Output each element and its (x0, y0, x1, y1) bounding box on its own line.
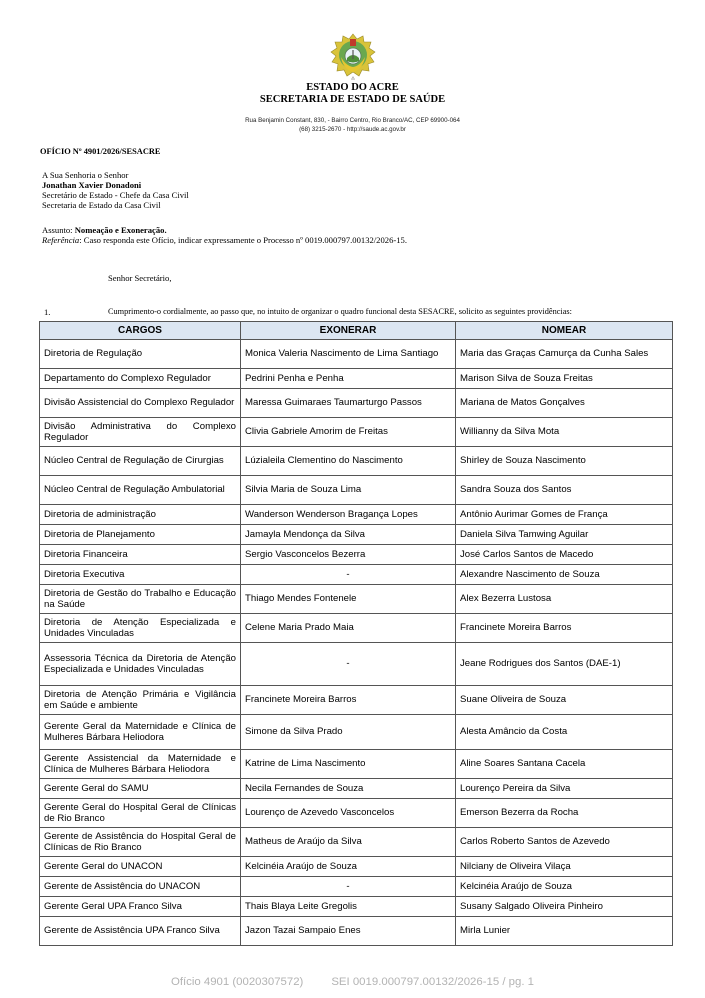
cell-nomear: Nilciany de Oliveira Vilaça (456, 857, 673, 877)
cell-cargo: Gerente Assistencial da Maternidade e Clínica de Mulheres Bárbara Heliodora (40, 750, 241, 779)
page-footer (0, 976, 705, 988)
table-row (40, 715, 673, 750)
cell-nomear: Francinete Moreira Barros (456, 614, 673, 643)
contact-line: (68) 3215-2670 - http://saude.ac.gov.br (299, 126, 406, 133)
cell-nomear: Susany Salgado Oliveira Pinheiro (456, 897, 673, 917)
cell-cargo: Assessoria Técnica da Diretoria de Atenção Especializada e Unidades Vinculadas (40, 643, 241, 686)
cell-nomear: Suane Oliveira de Souza (456, 686, 673, 715)
cell-cargo: Diretoria de Atenção Primária e Vigilância em Saúde e ambiente (40, 686, 241, 715)
cell-nomear: Alexandre Nascimento de Souza (456, 565, 673, 585)
recipient-organization: Secretaria de Estado da Casa Civil (42, 200, 161, 210)
cell-nomear: Lourenço Pereira da Silva (456, 779, 673, 799)
cell-nomear: Sandra Souza dos Santos (456, 476, 673, 505)
cell-exonerar: Simone da Silva Prado (241, 715, 456, 750)
cell-exonerar: Clivia Gabriele Amorim de Freitas (241, 418, 456, 447)
cell-nomear: Marison Silva de Souza Freitas (456, 369, 673, 389)
cell-cargo: Gerente Geral do UNACON (40, 857, 241, 877)
cell-nomear: Alesta Amâncio da Costa (456, 715, 673, 750)
subject-text: Nomeação e Exoneração. (74, 225, 167, 235)
greeting: Senhor Secretário, (108, 273, 172, 283)
table-row (40, 643, 673, 686)
subject-label: Assunto: (42, 225, 75, 235)
header-cargos: CARGOS (40, 322, 241, 340)
cell-nomear: Carlos Roberto Santos de Azevedo (456, 828, 673, 857)
cell-cargo: Núcleo Central de Regulação Ambulatorial (40, 476, 241, 505)
cell-cargo: Diretoria Executiva (40, 565, 241, 585)
cell-cargo: Diretoria de administração (40, 505, 241, 525)
cell-cargo: Gerente de Assistência do Hospital Geral de Clínicas de Rio Branco (40, 828, 241, 857)
table-row (40, 779, 673, 799)
header-nomear: NOMEAR (456, 322, 673, 340)
tree (352, 50, 353, 59)
cell-exonerar: - (241, 643, 456, 686)
cell-exonerar: Thais Blaya Leite Gregolis (241, 897, 456, 917)
cell-nomear: José Carlos Santos de Macedo (456, 545, 673, 565)
cell-cargo: Departamento do Complexo Regulador (40, 369, 241, 389)
table-row (40, 828, 673, 857)
cell-cargo: Gerente Geral da Maternidade e Clínica de Mulheres Bárbara Heliodora (40, 715, 241, 750)
cell-exonerar: Maressa Guimaraes Taumarturgo Passos (241, 389, 456, 418)
cell-nomear: Daniela Silva Tamwing Aguilar (456, 525, 673, 545)
table-row (40, 917, 673, 946)
cell-cargo: Gerente Geral do Hospital Geral de Clínicas de Rio Branco (40, 799, 241, 828)
cell-exonerar: Francinete Moreira Barros (241, 686, 456, 715)
svg-text:⁂: ⁂ (351, 76, 355, 81)
recipient-salutation: A Sua Senhoria o Senhor (42, 170, 129, 180)
document-number: OFÍCIO Nº 4901/2026/SESACRE (40, 147, 161, 156)
cell-nomear: Alex Bezerra Lustosa (456, 585, 673, 614)
table-row (40, 447, 673, 476)
cell-exonerar: - (241, 877, 456, 897)
table-row (40, 585, 673, 614)
paragraph-text: Cumprimento-o cordialmente, ao passo que, no intuito de organizar o quadro funcional desta SESACRE, solicito as seguintes providências: (108, 307, 572, 316)
cell-exonerar: Jamayla Mendonça da Silva (241, 525, 456, 545)
table-row (40, 877, 673, 897)
cell-nomear: Jeane Rodrigues dos Santos (DAE-1) (456, 643, 673, 686)
recipient-role: Secretário de Estado - Chefe da Casa Civil (42, 190, 189, 200)
cell-cargo: Diretoria de Planejamento (40, 525, 241, 545)
cell-exonerar: Katrine de Lima Nascimento (241, 750, 456, 779)
address-line: Rua Benjamin Constant, 830, - Bairro Centro, Rio Branco/AC, CEP 69900-064 (245, 117, 460, 124)
table-row (40, 340, 673, 369)
cell-cargo: Diretoria Financeira (40, 545, 241, 565)
table-row (40, 614, 673, 643)
cell-exonerar: Silvia Maria de Souza Lima (241, 476, 456, 505)
paragraph-number: 1. (44, 307, 51, 317)
cell-exonerar: - (241, 565, 456, 585)
cell-nomear: Antônio Aurimar Gomes de França (456, 505, 673, 525)
reference-line (42, 235, 407, 245)
footer-sei-page: SEI 0019.000797.00132/2026-15 / pg. 1 (331, 976, 535, 988)
subject-line (42, 225, 167, 235)
cell-exonerar: Wanderson Wenderson Bragança Lopes (241, 505, 456, 525)
table-row (40, 897, 673, 917)
table-row (40, 857, 673, 877)
cell-exonerar: Thiago Mendes Fontenele (241, 585, 456, 614)
cell-cargo: Gerente Geral do SAMU (40, 779, 241, 799)
table-row (40, 686, 673, 715)
table-row (40, 545, 673, 565)
cell-exonerar: Celene Maria Prado Maia (241, 614, 456, 643)
reference-text: : Caso responda este Ofício, indicar expressamente o Processo nº 0019.000797.00132/2026-15. (79, 235, 407, 245)
table-row (40, 369, 673, 389)
table-row (40, 418, 673, 447)
cell-nomear: Mariana de Matos Gonçalves (456, 389, 673, 418)
red-emblem (350, 39, 356, 46)
state-title: ESTADO DO ACRE (306, 82, 399, 93)
cell-nomear: Emerson Bezerra da Rocha (456, 799, 673, 828)
cell-nomear: Maria das Graças Camurça da Cunha Sales (456, 340, 673, 369)
table-row (40, 476, 673, 505)
cell-nomear: Mirla Lunier (456, 917, 673, 946)
cell-cargo: Núcleo Central de Regulação de Cirurgias (40, 447, 241, 476)
table-row (40, 799, 673, 828)
cell-cargo: Diretoria de Gestão do Trabalho e Educação na Saúde (40, 585, 241, 614)
cell-cargo: Gerente Geral UPA Franco Silva (40, 897, 241, 917)
cell-exonerar: Lourenço de Azevedo Vasconcelos (241, 799, 456, 828)
cell-cargo: Diretoria de Atenção Especializada e Unidades Vinculadas (40, 614, 241, 643)
cell-cargo: Gerente de Assistência do UNACON (40, 877, 241, 897)
cell-exonerar: Necila Fernandes de Souza (241, 779, 456, 799)
table-row (40, 389, 673, 418)
cell-cargo: Gerente de Assistência UPA Franco Silva (40, 917, 241, 946)
cell-exonerar: Monica Valeria Nascimento de Lima Santiago (241, 340, 456, 369)
cell-cargo: Diretoria de Regulação (40, 340, 241, 369)
cell-exonerar: Jazon Tazai Sampaio Enes (241, 917, 456, 946)
table-row (40, 750, 673, 779)
table-row (40, 505, 673, 525)
cell-cargo: Divisão Administrativa do Complexo Regulador (40, 418, 241, 447)
secretariat-title: SECRETARIA DE ESTADO DE SAÚDE (259, 94, 446, 105)
cell-exonerar: Pedrini Penha e Penha (241, 369, 456, 389)
footer-document-id: Ofício 4901 (0020307572) (170, 976, 304, 988)
acre-coat-of-arms-icon (330, 33, 376, 81)
cell-cargo: Divisão Assistencial do Complexo Regulador (40, 389, 241, 418)
cell-exonerar: Kelcinéia Araújo de Souza (241, 857, 456, 877)
header-exonerar: EXONERAR (241, 322, 456, 340)
cell-nomear: Kelcinéia Araújo de Souza (456, 877, 673, 897)
table-row (40, 565, 673, 585)
cell-exonerar: Matheus de Araújo da Silva (241, 828, 456, 857)
table-row (40, 525, 673, 545)
cell-exonerar: Sergio Vasconcelos Bezerra (241, 545, 456, 565)
cell-nomear: Aline Soares Santana Cacela (456, 750, 673, 779)
reference-label: Referência (42, 235, 80, 245)
table-header-row (40, 322, 673, 340)
appointments-table (39, 321, 673, 946)
cell-exonerar: Lúzialeila Clementino do Nascimento (241, 447, 456, 476)
cell-nomear: Shirley de Souza Nascimento (456, 447, 673, 476)
recipient-name: Jonathan Xavier Donadoni (42, 180, 142, 190)
cell-nomear: Willianny da Silva Mota (456, 418, 673, 447)
